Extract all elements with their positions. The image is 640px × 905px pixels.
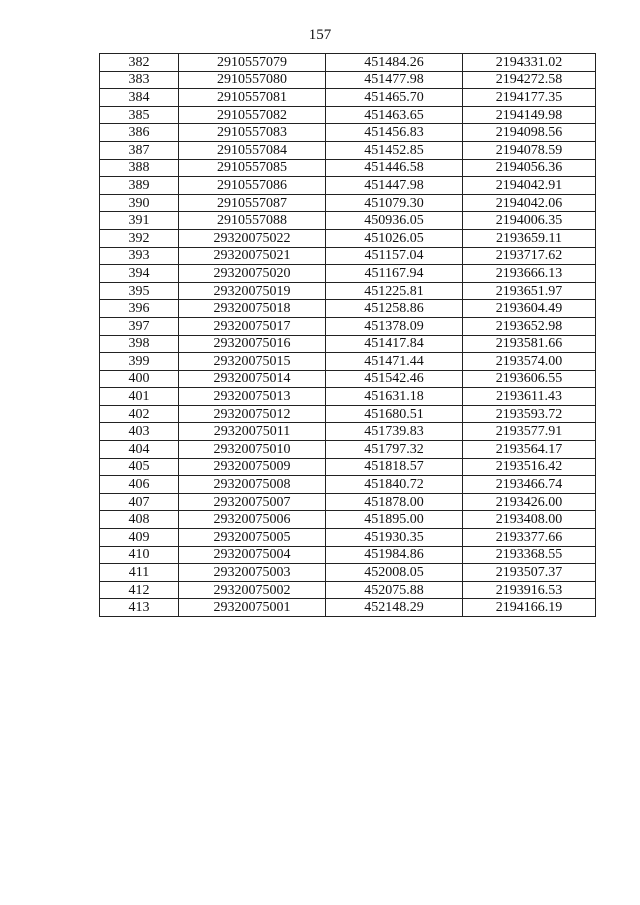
y-coordinate-cell: 2194166.19	[463, 599, 596, 617]
point-number-cell: 389	[100, 177, 179, 195]
table-row	[100, 317, 596, 335]
x-coordinate-cell: 451446.58	[326, 159, 463, 177]
table-row	[100, 405, 596, 423]
y-coordinate-cell: 2193593.72	[463, 405, 596, 423]
point-id-cell: 29320075020	[179, 265, 326, 283]
table-row	[100, 300, 596, 318]
y-coordinate-cell: 2194006.35	[463, 212, 596, 230]
x-coordinate-cell: 451452.85	[326, 141, 463, 159]
coordinates-table	[99, 53, 596, 617]
point-number-cell: 388	[100, 159, 179, 177]
table-row	[100, 194, 596, 212]
y-coordinate-cell: 2193611.43	[463, 388, 596, 406]
point-id-cell: 29320075017	[179, 317, 326, 335]
point-number-cell: 404	[100, 441, 179, 459]
table-row	[100, 229, 596, 247]
point-id-cell: 2910557079	[179, 54, 326, 72]
point-number-cell: 402	[100, 405, 179, 423]
point-number-cell: 408	[100, 511, 179, 529]
x-coordinate-cell: 450936.05	[326, 212, 463, 230]
y-coordinate-cell: 2193916.53	[463, 581, 596, 599]
y-coordinate-cell: 2193466.74	[463, 476, 596, 494]
point-id-cell: 2910557081	[179, 89, 326, 107]
point-id-cell: 29320075015	[179, 353, 326, 371]
x-coordinate-cell: 452075.88	[326, 581, 463, 599]
y-coordinate-cell: 2193606.55	[463, 370, 596, 388]
point-id-cell: 2910557086	[179, 177, 326, 195]
point-number-cell: 397	[100, 317, 179, 335]
table-row	[100, 159, 596, 177]
y-coordinate-cell: 2194272.58	[463, 71, 596, 89]
x-coordinate-cell: 451477.98	[326, 71, 463, 89]
table-row	[100, 370, 596, 388]
point-number-cell: 406	[100, 476, 179, 494]
table-row	[100, 212, 596, 230]
page-number: 157	[308, 27, 332, 43]
y-coordinate-cell: 2193516.42	[463, 458, 596, 476]
y-coordinate-cell: 2193651.97	[463, 282, 596, 300]
table-row	[100, 282, 596, 300]
point-number-cell: 400	[100, 370, 179, 388]
point-id-cell: 29320075001	[179, 599, 326, 617]
point-number-cell: 392	[100, 229, 179, 247]
point-id-cell: 2910557088	[179, 212, 326, 230]
point-id-cell: 29320075010	[179, 441, 326, 459]
point-id-cell: 2910557082	[179, 106, 326, 124]
point-id-cell: 29320075007	[179, 493, 326, 511]
point-number-cell: 399	[100, 353, 179, 371]
y-coordinate-cell: 2193574.00	[463, 353, 596, 371]
y-coordinate-cell: 2193564.17	[463, 441, 596, 459]
point-id-cell: 29320075021	[179, 247, 326, 265]
point-id-cell: 29320075022	[179, 229, 326, 247]
point-number-cell: 405	[100, 458, 179, 476]
point-number-cell: 387	[100, 141, 179, 159]
x-coordinate-cell: 451225.81	[326, 282, 463, 300]
x-coordinate-cell: 451378.09	[326, 317, 463, 335]
table-row	[100, 599, 596, 617]
point-id-cell: 29320075009	[179, 458, 326, 476]
x-coordinate-cell: 451456.83	[326, 124, 463, 142]
point-number-cell: 396	[100, 300, 179, 318]
table-row	[100, 441, 596, 459]
point-id-cell: 29320075005	[179, 529, 326, 547]
x-coordinate-cell: 451739.83	[326, 423, 463, 441]
point-number-cell: 386	[100, 124, 179, 142]
x-coordinate-cell: 451840.72	[326, 476, 463, 494]
y-coordinate-cell: 2193408.00	[463, 511, 596, 529]
table-row	[100, 546, 596, 564]
point-number-cell: 382	[100, 54, 179, 72]
point-id-cell: 29320075003	[179, 564, 326, 582]
x-coordinate-cell: 452148.29	[326, 599, 463, 617]
point-number-cell: 409	[100, 529, 179, 547]
table-row	[100, 141, 596, 159]
y-coordinate-cell: 2194042.06	[463, 194, 596, 212]
point-id-cell: 29320075016	[179, 335, 326, 353]
table-row	[100, 89, 596, 107]
y-coordinate-cell: 2194177.35	[463, 89, 596, 107]
x-coordinate-cell: 451680.51	[326, 405, 463, 423]
point-number-cell: 412	[100, 581, 179, 599]
y-coordinate-cell: 2194149.98	[463, 106, 596, 124]
point-id-cell: 2910557080	[179, 71, 326, 89]
x-coordinate-cell: 451157.04	[326, 247, 463, 265]
x-coordinate-cell: 451079.30	[326, 194, 463, 212]
x-coordinate-cell: 451542.46	[326, 370, 463, 388]
x-coordinate-cell: 451631.18	[326, 388, 463, 406]
point-id-cell: 29320075006	[179, 511, 326, 529]
x-coordinate-cell: 451484.26	[326, 54, 463, 72]
x-coordinate-cell: 451471.44	[326, 353, 463, 371]
table-row	[100, 511, 596, 529]
point-number-cell: 410	[100, 546, 179, 564]
y-coordinate-cell: 2194056.36	[463, 159, 596, 177]
point-number-cell: 411	[100, 564, 179, 582]
table-row	[100, 529, 596, 547]
point-id-cell: 2910557083	[179, 124, 326, 142]
point-id-cell: 29320075011	[179, 423, 326, 441]
x-coordinate-cell: 451417.84	[326, 335, 463, 353]
point-number-cell: 395	[100, 282, 179, 300]
y-coordinate-cell: 2193604.49	[463, 300, 596, 318]
table-row	[100, 54, 596, 72]
x-coordinate-cell: 451930.35	[326, 529, 463, 547]
y-coordinate-cell: 2193652.98	[463, 317, 596, 335]
table-row	[100, 458, 596, 476]
table-row	[100, 476, 596, 494]
table-row	[100, 106, 596, 124]
point-number-cell: 384	[100, 89, 179, 107]
table-row	[100, 423, 596, 441]
point-id-cell: 2910557085	[179, 159, 326, 177]
point-id-cell: 29320075004	[179, 546, 326, 564]
point-id-cell: 29320075018	[179, 300, 326, 318]
x-coordinate-cell: 451465.70	[326, 89, 463, 107]
y-coordinate-cell: 2193368.55	[463, 546, 596, 564]
x-coordinate-cell: 451797.32	[326, 441, 463, 459]
table-row	[100, 71, 596, 89]
y-coordinate-cell: 2193581.66	[463, 335, 596, 353]
point-number-cell: 394	[100, 265, 179, 283]
y-coordinate-cell: 2194331.02	[463, 54, 596, 72]
table-row	[100, 177, 596, 195]
point-number-cell: 403	[100, 423, 179, 441]
x-coordinate-cell: 451818.57	[326, 458, 463, 476]
x-coordinate-cell: 451167.94	[326, 265, 463, 283]
point-id-cell: 29320075002	[179, 581, 326, 599]
point-number-cell: 393	[100, 247, 179, 265]
x-coordinate-cell: 451026.05	[326, 229, 463, 247]
y-coordinate-cell: 2193666.13	[463, 265, 596, 283]
x-coordinate-cell: 452008.05	[326, 564, 463, 582]
y-coordinate-cell: 2193659.11	[463, 229, 596, 247]
y-coordinate-cell: 2193377.66	[463, 529, 596, 547]
point-id-cell: 29320075012	[179, 405, 326, 423]
table-row	[100, 564, 596, 582]
point-number-cell: 413	[100, 599, 179, 617]
y-coordinate-cell: 2193426.00	[463, 493, 596, 511]
x-coordinate-cell: 451463.65	[326, 106, 463, 124]
y-coordinate-cell: 2193717.62	[463, 247, 596, 265]
point-id-cell: 2910557084	[179, 141, 326, 159]
point-number-cell: 390	[100, 194, 179, 212]
y-coordinate-cell: 2194098.56	[463, 124, 596, 142]
point-number-cell: 385	[100, 106, 179, 124]
y-coordinate-cell: 2193577.91	[463, 423, 596, 441]
point-id-cell: 29320075008	[179, 476, 326, 494]
coordinates-table-body	[100, 54, 596, 617]
table-row	[100, 265, 596, 283]
table-row	[100, 124, 596, 142]
table-row	[100, 581, 596, 599]
point-id-cell: 29320075019	[179, 282, 326, 300]
point-number-cell: 398	[100, 335, 179, 353]
point-number-cell: 407	[100, 493, 179, 511]
point-number-cell: 401	[100, 388, 179, 406]
point-number-cell: 391	[100, 212, 179, 230]
table-row	[100, 388, 596, 406]
x-coordinate-cell: 451895.00	[326, 511, 463, 529]
point-number-cell: 383	[100, 71, 179, 89]
x-coordinate-cell: 451984.86	[326, 546, 463, 564]
point-id-cell: 29320075014	[179, 370, 326, 388]
x-coordinate-cell: 451258.86	[326, 300, 463, 318]
table-row	[100, 353, 596, 371]
table-row	[100, 335, 596, 353]
y-coordinate-cell: 2193507.37	[463, 564, 596, 582]
table-row	[100, 247, 596, 265]
x-coordinate-cell: 451878.00	[326, 493, 463, 511]
point-id-cell: 29320075013	[179, 388, 326, 406]
y-coordinate-cell: 2194042.91	[463, 177, 596, 195]
point-id-cell: 2910557087	[179, 194, 326, 212]
table-row	[100, 493, 596, 511]
y-coordinate-cell: 2194078.59	[463, 141, 596, 159]
x-coordinate-cell: 451447.98	[326, 177, 463, 195]
